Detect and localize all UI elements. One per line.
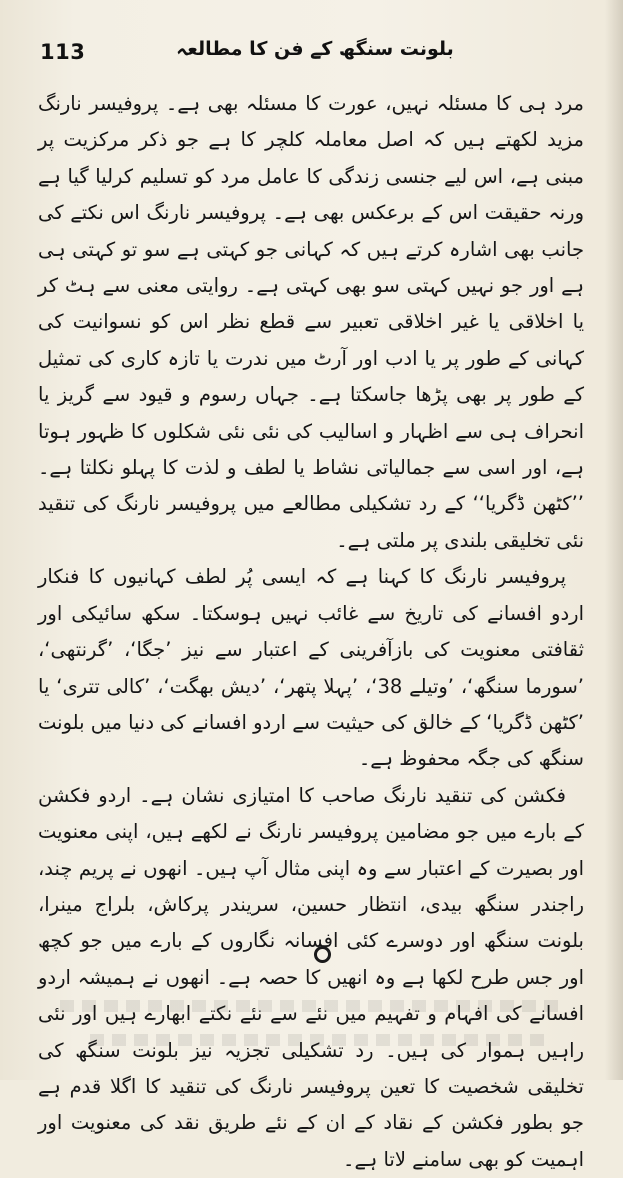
body-text (38, 86, 584, 1178)
paragraph-1: مرد ہی کا مسئلہ نہیں، عورت کا مسئلہ بھی ہے۔ پروفیسر نارنگ مزید لکھتے ہیں کہ اصل معاملہ کلچر کا ہے جو ذکر مرکزیت پر مبنی ہے، اس لیے جنسی زندگی کا عامل مرد کو تسلیم کرلیا گیا ہے ورنہ حقیقت اس کے برعکس بھی ہے۔ پروفیسر نارنگ اس نکتے کی جانب بھی اشارہ کرتے ہیں کہ کہانی جو کہتی ہے سو تو کہتی ہی ہے اور جو نہیں کہتی سو بھی کہتی ہے۔ روایتی معنی سے ہٹ کر یا اخلاقی یا غیر اخلاقی تعبیر سے قطع نظر اس کو نسوانیت کی کہانی کے طور پر یا ادب اور آرٹ میں ندرت یا تازہ کاری کی تمثیل کے طور پر بھی پڑھا جاسکتا ہے۔ جہاں رسوم و قیود سے گریز یا انحراف ہی سے اظہار و اسالیب کی نئی نئی شکلوں کا ظہور ہوتا ہے، اور اسی سے جمالیاتی نشاط یا لطف و لذت کا پہلو نکلتا ہے۔ ’’کٹھن ڈگریا‘‘ کے رد تشکیلی مطالعے میں پروفیسر نارنگ کی تنقید نئی تخلیقی بلندی پر ملتی ہے۔ (38, 92, 584, 552)
spine-shadow (605, 0, 623, 1080)
end-of-article-circle-icon (314, 946, 331, 963)
page-number: 113 (40, 40, 86, 64)
running-title: بلونت سنگھ کے فن کا مطالعہ (176, 38, 454, 60)
paragraph-2: پروفیسر نارنگ کا کہنا ہے کہ ایسی پُر لطف کہانیوں کا فنکار اردو افسانے کی تاریخ سے غائب نہیں ہوسکتا۔ سکھ سائیکی اور ثقافتی معنویت کی بازآفرینی کے اعتبار سے نیز ’جگا‘، ’گرنتھی‘، ’سورما سنگھ‘، ’وتیلے 38‘، ’پہلا پتھر‘، ’دیش بھگت‘، ’کالی تتری‘ یا ’کٹھن ڈگریا‘ کے خالق کی حیثیت سے اردو افسانے کی دنیا میں بلونت سنگھ کی جگہ محفوظ ہے۔ (38, 565, 584, 771)
show-through-text (60, 1000, 560, 1012)
paragraph-3: فکشن کی تنقید نارنگ صاحب کا امتیازی نشان ہے۔ اردو فکشن کے بارے میں جو مضامین پروفیسر نارنگ نے لکھے ہیں، اپنی معنویت اور بصیرت کے اعتبار سے وہ اپنی مثال آپ ہیں۔ انھوں نے پریم چند، راجندر سنگھ بیدی، انتظار حسین، سریندر پرکاش، بلراج مینرا، بلونت سنگھ اور دوسرے کئی افسانہ نگاروں کے بارے میں جو کچھ اور جس طرح لکھا ہے وہ انھیں کا حصہ ہے۔ انھوں نے ہمیشہ اردو افسانے کی افہام و تفہیم میں نئے سے نئے نکتے ابھارے ہیں اور نئی راہیں ہموار کی ہیں۔ رد تشکیلی تجزیہ نیز بلونت سنگھ کی تخلیقی شخصیت کا تعین پروفیسر نارنگ کی تنقید کا اگلا قدم ہے جو بطور فکشن کے نقاد کے ان کے نئے طریق نقد کی معنویت اور اہمیت کو بھی سامنے لاتا ہے۔ (38, 783, 584, 1171)
show-through-text (90, 1034, 550, 1046)
